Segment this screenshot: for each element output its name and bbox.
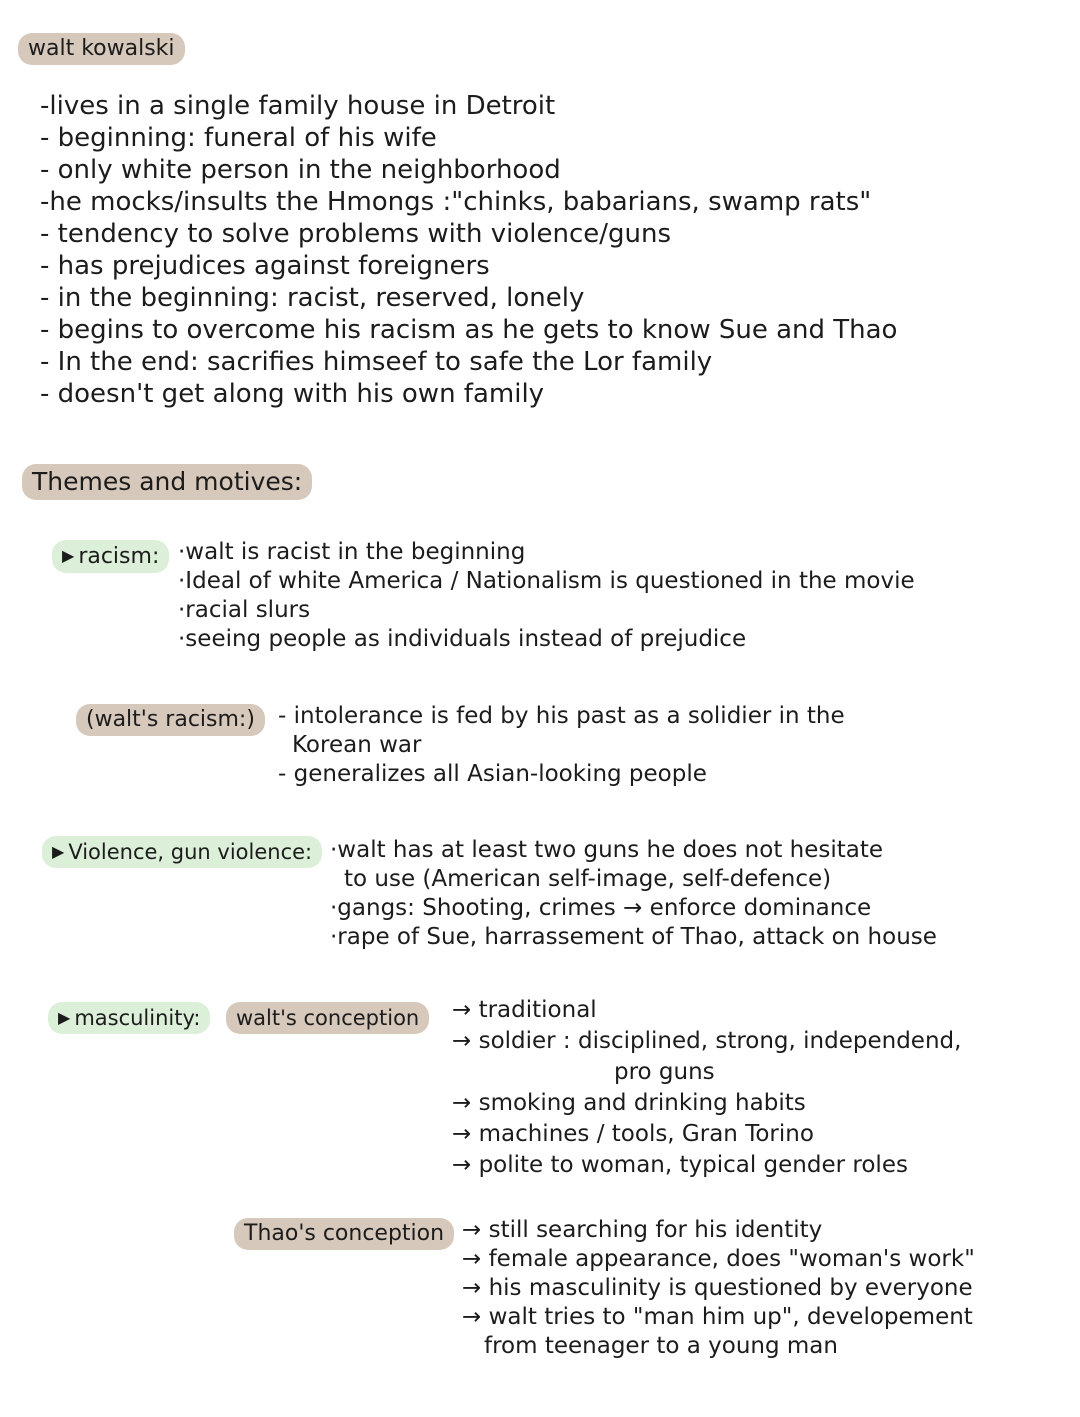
walt-conception-highlight xyxy=(226,1002,429,1034)
themes-heading: Themes and motives: xyxy=(32,467,303,496)
page-title: walt kowalski xyxy=(28,36,175,61)
racism-item: ·Ideal of white America / Nationalism is questioned in the movie xyxy=(178,568,915,594)
thao-conception-item: → his masculinity is questioned by everyone xyxy=(462,1275,973,1301)
racism-label-highlight xyxy=(52,540,169,573)
walt-conception-item: → traditional xyxy=(452,997,597,1023)
violence-item: to use (American self-image, self-defence) xyxy=(344,866,832,892)
thao-conception-highlight xyxy=(234,1218,454,1250)
walt-conception-item: → machines / tools, Gran Torino xyxy=(452,1121,814,1147)
violence-item: ·rape of Sue, harrassement of Thao, attack on house xyxy=(330,924,937,950)
walt-conception-item: → polite to woman, typical gender roles xyxy=(452,1152,908,1178)
triangle-bullet-icon: ▶ xyxy=(62,546,75,565)
violence-label-highlight xyxy=(42,836,322,868)
bio-item: -lives in a single family house in Detroit xyxy=(40,91,556,121)
racism-item: ·racial slurs xyxy=(178,597,311,623)
walt-conception-item: → smoking and drinking habits xyxy=(452,1090,806,1116)
walts-racism-label: (walt's racism:) xyxy=(86,707,255,732)
thao-conception-item: → walt tries to "man him up", developement xyxy=(462,1304,973,1330)
thao-conception-label: Thao's conception xyxy=(244,1221,445,1246)
walt-conception-item: pro guns xyxy=(614,1059,715,1085)
masculinity-label-highlight xyxy=(48,1002,210,1034)
bio-item: - in the beginning: racist, reserved, lonely xyxy=(40,283,585,313)
bio-item: - tendency to solve problems with violence/guns xyxy=(40,219,672,249)
bio-item: - begins to overcome his racism as he gets to know Sue and Thao xyxy=(40,315,898,345)
walts-racism-item: Korean war xyxy=(292,732,422,758)
racism-item: ·seeing people as individuals instead of prejudice xyxy=(178,626,747,652)
bio-item: - doesn't get along with his own family xyxy=(40,379,545,409)
walt-conception-item: → soldier : disciplined, strong, independend, xyxy=(452,1028,962,1054)
bio-item: - only white person in the neighborhood xyxy=(40,155,561,185)
title-highlight xyxy=(18,33,185,65)
walts-racism-item: - generalizes all Asian-looking people xyxy=(278,761,707,787)
violence-item: ·gangs: Shooting, crimes → enforce dominance xyxy=(330,895,872,921)
racism-item: ·walt is racist in the beginning xyxy=(178,539,526,565)
masculinity-label: masculinity: xyxy=(74,1006,201,1030)
walts-racism-item: - intolerance is fed by his past as a solidier in the xyxy=(278,703,845,729)
thao-conception-item: from teenager to a young man xyxy=(484,1333,838,1359)
bio-item: - In the end: sacrifies himseef to safe the Lor family xyxy=(40,347,713,377)
violence-label: Violence, gun violence: xyxy=(68,840,313,864)
themes-heading-highlight xyxy=(22,464,312,500)
bio-item: - beginning: funeral of his wife xyxy=(40,123,437,153)
walt-conception-label: walt's conception xyxy=(236,1006,420,1030)
bio-item: - has prejudices against foreigners xyxy=(40,251,490,281)
thao-conception-item: → female appearance, does "woman's work" xyxy=(462,1246,975,1272)
racism-label: racism: xyxy=(78,544,160,569)
triangle-bullet-icon: ▶ xyxy=(58,1008,71,1027)
thao-conception-item: → still searching for his identity xyxy=(462,1217,823,1243)
bio-item: -he mocks/insults the Hmongs :"chinks, babarians, swamp rats" xyxy=(40,187,872,217)
violence-item: ·walt has at least two guns he does not hesitate xyxy=(330,837,884,863)
walts-racism-label-highlight xyxy=(76,704,265,736)
triangle-bullet-icon: ▶ xyxy=(52,842,65,861)
